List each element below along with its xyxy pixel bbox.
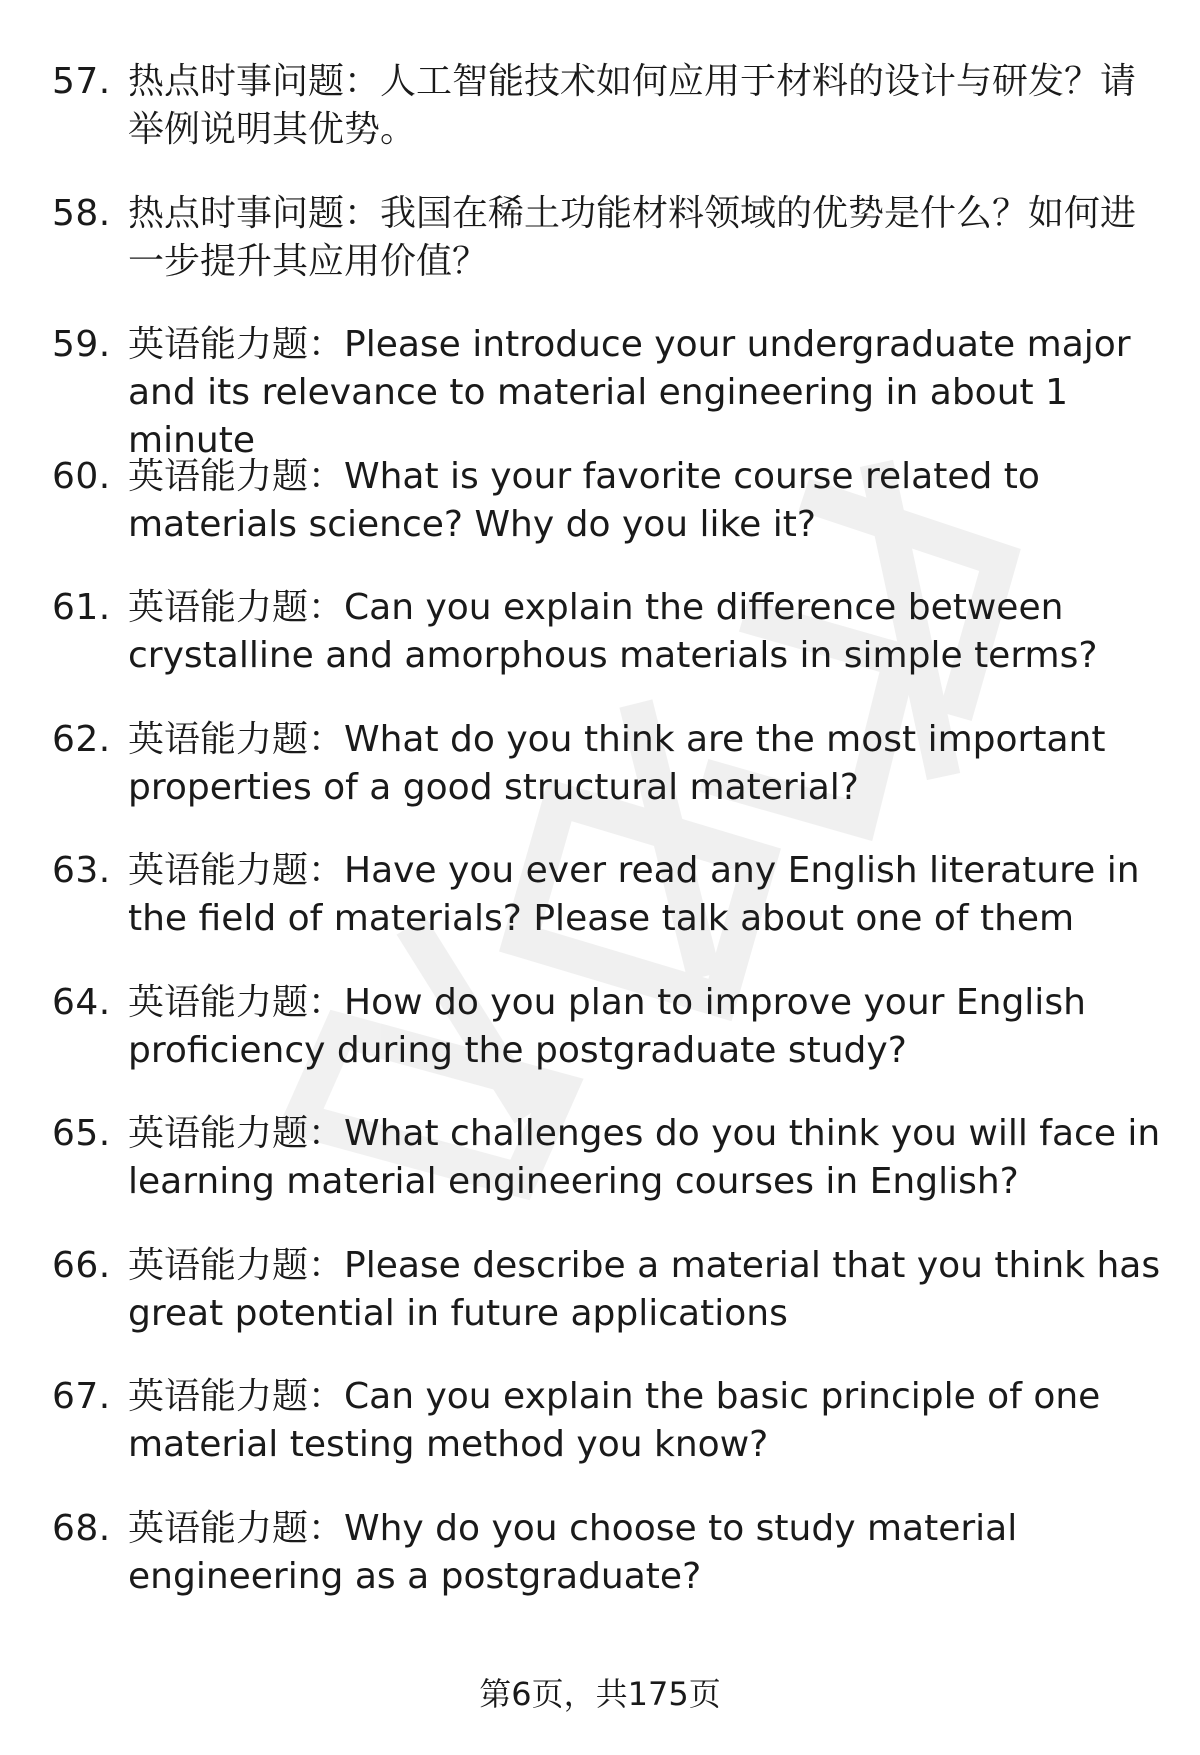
question-number: 61.: [52, 587, 111, 628]
list-item: [0, 190, 1200, 322]
question-number: 59.: [52, 324, 111, 365]
list-item: [0, 979, 1200, 1111]
question-text: 英语能力题：Please describe a material that you think has great potential in future applications: [128, 1244, 1161, 1334]
list-item: [0, 1373, 1200, 1505]
question-text: 英语能力题：Have you ever read any English literature in the field of materials? Please talk about one of them: [128, 850, 1140, 939]
list-item: [0, 453, 1200, 585]
question-text: 英语能力题：Why do you choose to study material engineering as a postgraduate?: [128, 1507, 1018, 1597]
question-text: 英语能力题：How do you plan to improve your English proficiency during the postgraduate study?: [128, 981, 1086, 1071]
question-text: 英语能力题：What is your favorite course related to materials science? Why do you like it?: [128, 455, 1040, 545]
question-number: 58.: [52, 192, 111, 234]
question-text: 英语能力题：Please introduce your undergraduate major and its relevance to material engineering in about 1 minute: [128, 324, 1131, 461]
question-text: 热点时事问题：我国在稀土功能材料领域的优势是什么？如何进一步提升其应用价值？: [128, 192, 1137, 282]
question-text: 英语能力题：What challenges do you think you will face in learning material engineering courses in English?: [128, 1113, 1161, 1202]
question-list: [0, 58, 1200, 1636]
list-item: [0, 716, 1200, 848]
question-text: 热点时事问题：人工智能技术如何应用于材料的设计与研发？请举例说明其优势。: [128, 61, 1137, 150]
list-item: [0, 321, 1200, 461]
list-item: [0, 847, 1200, 979]
question-number: 67.: [52, 1376, 111, 1417]
question-text: 英语能力题：What do you think are the most important properties of a good structural material?: [128, 718, 1106, 808]
list-item: [0, 1110, 1200, 1242]
question-number: 65.: [52, 1113, 111, 1154]
question-number: 63.: [52, 850, 111, 891]
question-number: 68.: [52, 1507, 111, 1549]
question-number: 66.: [52, 1244, 111, 1286]
page-footer: 第6页，共175页: [479, 1675, 721, 1713]
question-number: 60.: [52, 455, 111, 497]
question-number: 64.: [52, 981, 111, 1023]
list-item: [0, 1242, 1200, 1374]
question-number: 57.: [52, 61, 111, 102]
list-item: [0, 1505, 1200, 1637]
list-item: [0, 58, 1200, 190]
question-text: 英语能力题：Can you explain the difference between crystalline and amorphous materials in simple terms?: [128, 587, 1098, 676]
question-text: 英语能力题：Can you explain the basic principle of one material testing method you know?: [128, 1376, 1101, 1465]
question-number: 62.: [52, 718, 111, 760]
list-item: [0, 584, 1200, 716]
